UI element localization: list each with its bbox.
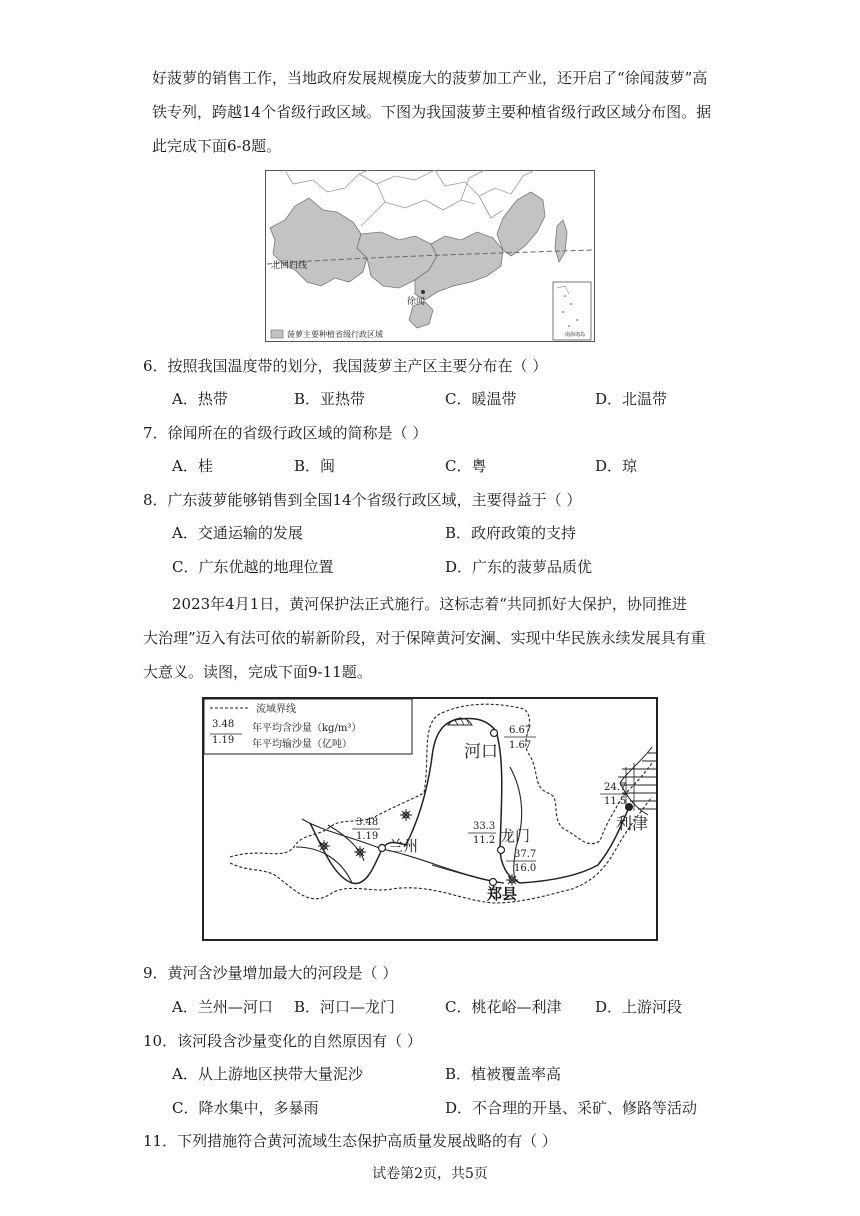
place-lijin: 利津 — [616, 814, 649, 833]
legend-boundary-label: 流域界线 — [256, 704, 296, 715]
passage2-line-2: 大治理”迈入有法可依的崭新阶段，对于保障黄河安澜、实现中华民族永续发展具有重 — [143, 629, 706, 647]
map-legend-label: 菠萝主要种植省级行政区域 — [287, 330, 383, 339]
station-hekou-bottom: 1.67 — [509, 740, 532, 751]
legend-bottom-text: 年平均输沙量（亿吨） — [252, 739, 352, 750]
place-hekou: 河口 — [464, 742, 498, 762]
inset-label: 南海诸岛 — [565, 332, 586, 338]
yellow-river-map — [202, 697, 658, 941]
station-zhengxian-bottom: 16.0 — [514, 863, 537, 874]
station-lanzhou-top: 3.48 — [356, 817, 379, 828]
question-7-option-b: B．闽 — [294, 457, 336, 475]
question-6-option-d: D．北温带 — [595, 390, 668, 408]
question-6-option-c: C．暖温带 — [445, 390, 517, 408]
pineapple-map — [265, 170, 595, 342]
passage2-line-3: 大意义。读图，完成下面9-11题。 — [143, 663, 372, 681]
station-lijin-bottom: 11.5 — [604, 796, 627, 807]
station-longmen-bottom: 11.2 — [473, 835, 496, 846]
question-9-stem: 9．黄河含沙量增加最大的河段是（ ） — [143, 964, 398, 982]
question-10-stem: 10．该河段含沙量变化的自然原因有（ ） — [143, 1032, 422, 1050]
question-11-stem: 11．下列措施符合黄河流域生态保护高质量发展战略的有（ ） — [143, 1132, 557, 1150]
question-8-option-a: A．交通运输的发展 — [172, 524, 303, 542]
intro-line-2: 铁专列，跨越14个省级行政区域。下图为我国菠萝主要种植省级行政区域分布图。据 — [152, 103, 712, 121]
question-8-stem: 8．广东菠萝能够销售到全国14个省级行政区域，主要得益于（ ） — [143, 491, 582, 509]
tropic-label: 北回归线 — [271, 261, 308, 271]
question-10-option-b: B．植被覆盖率高 — [445, 1065, 562, 1083]
question-7-option-d: D．琼 — [595, 457, 638, 475]
question-8-option-c: C．广东优越的地理位置 — [172, 558, 334, 576]
question-6-stem: 6．按照我国温度带的划分，我国菠萝主产区主要分布在（ ） — [143, 357, 548, 375]
question-7-option-c: C．粤 — [445, 457, 487, 475]
question-10-option-d: D．不合理的开垦、采矿、修路等活动 — [445, 1099, 698, 1117]
question-9-option-a: A．兰州—河口 — [172, 998, 273, 1016]
question-9-option-d: D．上游河段 — [595, 998, 683, 1016]
question-8-option-b: B．政府政策的支持 — [445, 524, 577, 542]
passage2-line-1: 2023年4月1日，黄河保护法正式施行。这标志着“共同抓好大保护，协同推进 — [172, 595, 687, 613]
question-7-option-a: A．桂 — [172, 457, 213, 475]
place-longmen: 龙门 — [500, 827, 531, 845]
legend-bottom-value: 1.19 — [212, 735, 235, 746]
legend-top-text: 年平均含沙量（kg/m³） — [252, 723, 362, 734]
question-6-option-a: A．热带 — [172, 390, 228, 408]
question-9-option-c: C．桃花峪—利津 — [445, 998, 562, 1016]
question-7-stem: 7．徐闻所在的省级行政区域的简称是（ ） — [143, 424, 428, 442]
station-zhengxian-top: 37.7 — [514, 849, 537, 860]
intro-line-1: 好菠萝的销售工作，当地政府发展规模庞大的菠萝加工产业，还开启了“徐闻菠萝”高 — [152, 69, 708, 87]
page-footer: 试卷第2页，共5页 — [372, 1166, 488, 1182]
intro-line-3: 此完成下面6-8题。 — [152, 137, 282, 155]
place-zhengxian: 郑县 — [487, 885, 518, 903]
question-6-option-b: B．亚热带 — [294, 390, 366, 408]
question-10-option-a: A．从上游地区挟带大量泥沙 — [172, 1065, 363, 1083]
station-hekou-top: 6.67 — [509, 725, 532, 736]
question-10-option-c: C．降水集中，多暴雨 — [172, 1099, 319, 1117]
legend-top-value: 3.48 — [212, 719, 235, 730]
question-8-option-d: D．广东的菠萝品质优 — [445, 558, 593, 576]
station-longmen-top: 33.3 — [473, 821, 496, 832]
xuwen-label: 徐闻 — [407, 297, 426, 307]
station-lijin-top: 24.7 — [604, 782, 627, 793]
question-9-option-b: B．河口—龙门 — [294, 998, 396, 1016]
station-lanzhou-bottom: 1.19 — [356, 831, 379, 842]
place-lanzhou: 兰州 — [388, 837, 419, 855]
